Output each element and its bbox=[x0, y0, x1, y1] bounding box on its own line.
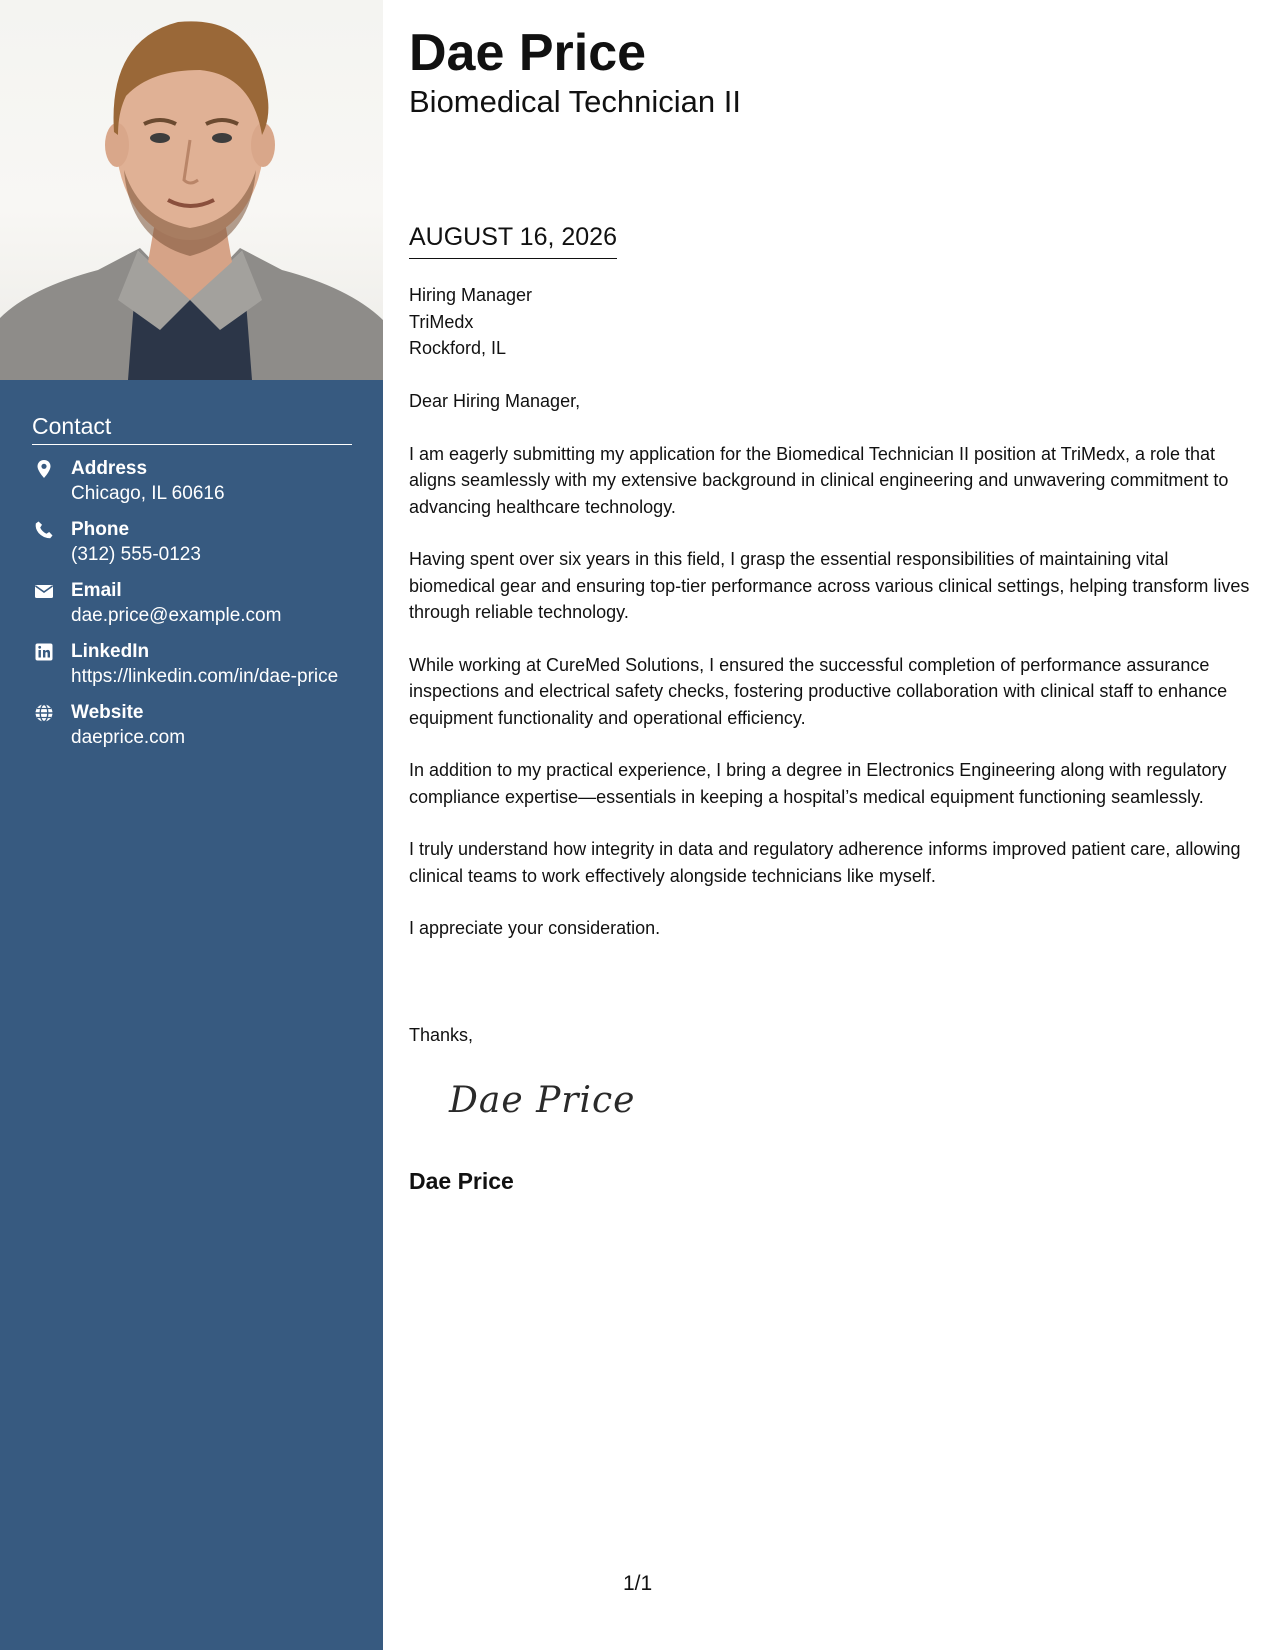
signer-name: Dae Price bbox=[409, 1168, 514, 1194]
linkedin-link[interactable]: https://linkedin.com/in/dae-price bbox=[71, 666, 339, 687]
linkedin-label: LinkedIn bbox=[71, 641, 150, 662]
closing: Thanks, bbox=[409, 1025, 474, 1045]
address-value: Chicago, IL 60616 bbox=[71, 483, 225, 504]
contact-email bbox=[32, 579, 352, 628]
contact-section bbox=[32, 413, 352, 750]
applicant-title: Biomedical Technician II bbox=[409, 84, 741, 119]
applicant-name: Dae Price bbox=[409, 24, 647, 82]
recipient-line: Hiring Manager bbox=[409, 285, 533, 305]
recipient-line: Rockford, IL bbox=[409, 338, 507, 358]
sidebar bbox=[0, 0, 383, 1650]
contact-linkedin bbox=[32, 640, 352, 689]
website-label: Website bbox=[71, 702, 144, 723]
handwritten-signature: Dae Price bbox=[449, 1080, 636, 1121]
recipient-block bbox=[409, 282, 532, 362]
body-paragraph: I truly understand how integrity in data and regulatory adherence informs improved patient care, allowing clinical teams to work effectively alongside technicians like myself. bbox=[409, 839, 1241, 886]
profile-photo bbox=[0, 0, 383, 380]
website-link[interactable]: daeprice.com bbox=[71, 727, 186, 748]
linkedin-icon bbox=[34, 642, 54, 662]
letter-body bbox=[409, 388, 1254, 968]
body-paragraph: Having spent over six years in this field, I grasp the essential responsibilities of maintaining vital biomedical gear and ensuring top-tier performance across various clinical settings, helping transform lives through reliable technology. bbox=[409, 549, 1250, 622]
body-paragraph: I am eagerly submitting my application for the Biomedical Technician II position at TriMedx, a role that aligns seamlessly with my extensive background in clinical engineering and unwavering commitment to advancing healthcare technology. bbox=[409, 443, 1229, 517]
phone-value[interactable]: (312) 555-0123 bbox=[71, 544, 201, 565]
phone-label: Phone bbox=[71, 519, 130, 540]
body-paragraph: I appreciate your consideration. bbox=[409, 918, 661, 938]
email-label: Email bbox=[71, 580, 122, 601]
body-paragraph: While working at CureMed Solutions, I ensured the successful completion of performance assurance inspections and electrical safety checks, fostering productive collaboration with clinical staff to enhance equipment functionality and operational efficiency. bbox=[409, 654, 1228, 728]
globe-icon bbox=[34, 703, 54, 723]
contact-heading: Contact bbox=[32, 413, 352, 445]
recipient-line: TriMedx bbox=[409, 311, 474, 332]
phone-icon bbox=[34, 520, 54, 540]
email-link[interactable]: dae.price@example.com bbox=[71, 605, 282, 626]
envelope-icon bbox=[34, 581, 54, 601]
letter-date: AUGUST 16, 2026 bbox=[409, 221, 617, 259]
body-paragraph: In addition to my practical experience, I bring a degree in Electronics Engineering along with regulatory compliance expertise—essentials in keeping a hospital’s medical equipment functioning seamlessly. bbox=[409, 760, 1227, 807]
contact-phone bbox=[32, 518, 352, 567]
contact-address bbox=[32, 457, 352, 506]
profile-photo-illustration bbox=[0, 0, 383, 380]
page-number: 1/1 bbox=[623, 1572, 653, 1595]
address-label: Address bbox=[71, 458, 148, 479]
map-pin-icon bbox=[34, 459, 54, 479]
salutation: Dear Hiring Manager, bbox=[409, 391, 581, 411]
contact-website bbox=[32, 701, 352, 750]
